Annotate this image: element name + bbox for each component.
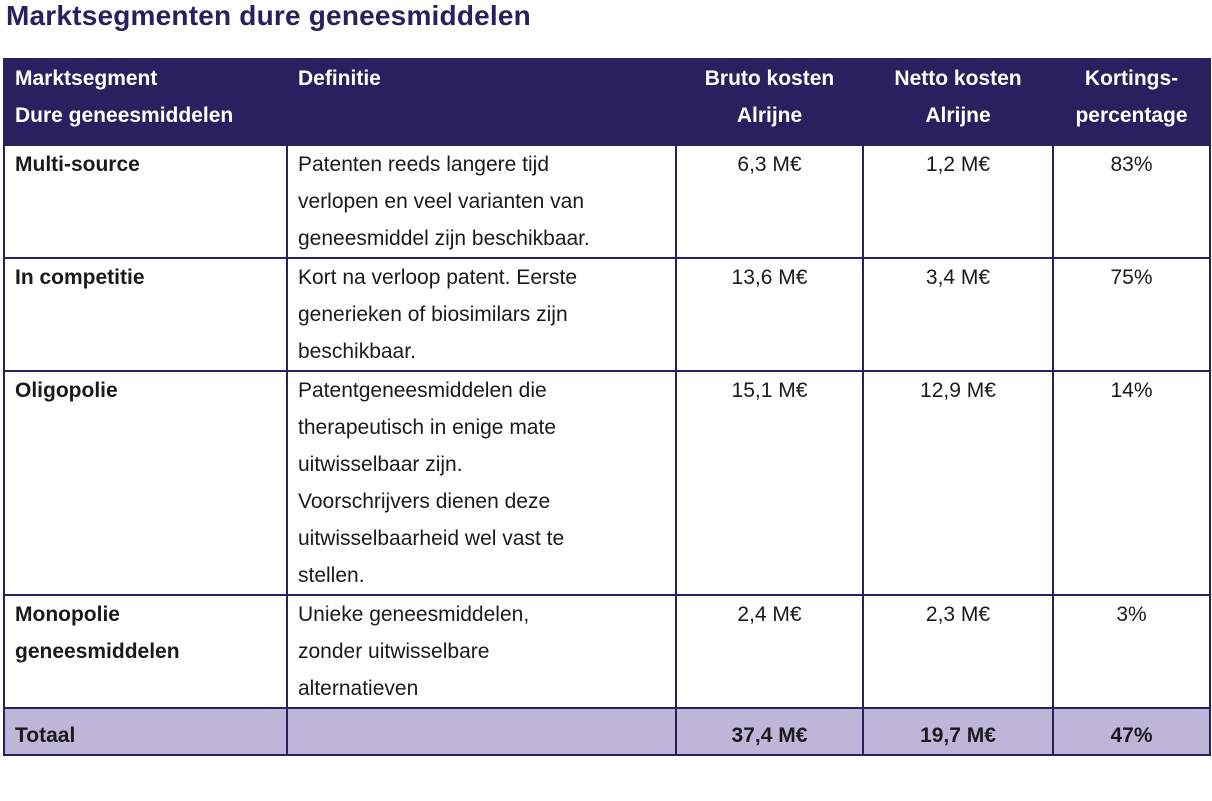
- header-net-line: Alrijne: [925, 104, 991, 127]
- definition-line: uitwisselbaar zijn.: [298, 453, 463, 476]
- segment-line: In competitie: [15, 266, 145, 289]
- header-segment: [4, 59, 287, 145]
- header-gross-line: Bruto kosten: [704, 67, 835, 90]
- discount-cell: 14%: [1053, 371, 1210, 595]
- definition-line: Patenten reeds langere tijd: [298, 153, 550, 176]
- gross-cost-cell: 2,4 M€: [676, 595, 863, 708]
- header-segment-line: Dure geneesmiddelen: [15, 104, 234, 127]
- definition-line: Kort na verloop patent. Eerste: [298, 266, 577, 289]
- page-title: Marktsegmenten dure geneesmiddelen: [6, 0, 531, 31]
- segment-cell: [4, 258, 287, 371]
- definition-line: geneesmiddel zijn beschikbaar.: [298, 227, 590, 250]
- discount-cell: 83%: [1053, 145, 1210, 258]
- total-row: [4, 708, 1210, 755]
- total-label: Totaal: [4, 708, 287, 755]
- gross-cost-cell: 13,6 M€: [676, 258, 863, 371]
- net-cost-cell: 2,3 M€: [863, 595, 1053, 708]
- total-definition-empty: [287, 708, 676, 755]
- total-net-cost: 19,7 M€: [863, 708, 1053, 755]
- definition-cell: [287, 145, 676, 258]
- table-header-row: [4, 59, 1210, 145]
- segment-line: Monopolie: [15, 603, 120, 626]
- header-discount-line: percentage: [1075, 104, 1188, 127]
- segment-cell: [4, 145, 287, 258]
- header-discount-line: Kortings-: [1084, 67, 1179, 90]
- segment-line: Multi-source: [15, 153, 140, 176]
- header-segment-line: Marktsegment: [15, 67, 158, 90]
- definition-line: therapeutisch in enige mate: [298, 416, 556, 439]
- header-gross-line: Alrijne: [736, 104, 803, 127]
- discount-cell: 75%: [1053, 258, 1210, 371]
- definition-line: generieken of biosimilars zijn: [298, 303, 568, 326]
- definition-line: Voorschrijvers dienen deze: [298, 490, 551, 513]
- net-cost-cell: 12,9 M€: [863, 371, 1053, 595]
- definition-cell: [287, 258, 676, 371]
- net-cost-cell: 3,4 M€: [863, 258, 1053, 371]
- gross-cost-cell: 6,3 M€: [676, 145, 863, 258]
- definition-line: zonder uitwisselbare: [298, 640, 490, 663]
- header-net-line: Netto kosten: [894, 67, 1022, 90]
- total-discount: 47%: [1053, 708, 1210, 755]
- definition-line: Unieke geneesmiddelen,: [298, 603, 530, 626]
- gross-cost-cell: 15,1 M€: [676, 371, 863, 595]
- definition-cell: [287, 371, 676, 595]
- table-row: [4, 258, 1210, 371]
- table-row: [4, 371, 1210, 595]
- segment-line: geneesmiddelen: [15, 640, 180, 663]
- header-definition-line: Definitie: [298, 67, 381, 90]
- definition-line: Patentgeneesmiddelen die: [298, 379, 547, 402]
- segment-cell: [4, 595, 287, 708]
- header-net-cost: [863, 59, 1053, 145]
- discount-cell: 3%: [1053, 595, 1210, 708]
- definition-line: verlopen en veel varianten van: [298, 190, 585, 213]
- header-discount: [1053, 59, 1210, 145]
- definition-line: uitwisselbaarheid wel vast te: [298, 527, 565, 550]
- total-gross-cost: 37,4 M€: [676, 708, 863, 755]
- header-definition: [287, 59, 676, 145]
- table-row: [4, 145, 1210, 258]
- definition-line: stellen.: [298, 564, 365, 587]
- definition-cell: [287, 595, 676, 708]
- table-row: [4, 595, 1210, 708]
- segment-cell: [4, 371, 287, 595]
- segment-line: Oligopolie: [15, 379, 118, 402]
- header-gross-cost: [676, 59, 863, 145]
- definition-line: beschikbaar.: [298, 340, 416, 363]
- net-cost-cell: 1,2 M€: [863, 145, 1053, 258]
- market-segments-table: [3, 58, 1211, 756]
- definition-line: alternatieven: [298, 677, 419, 700]
